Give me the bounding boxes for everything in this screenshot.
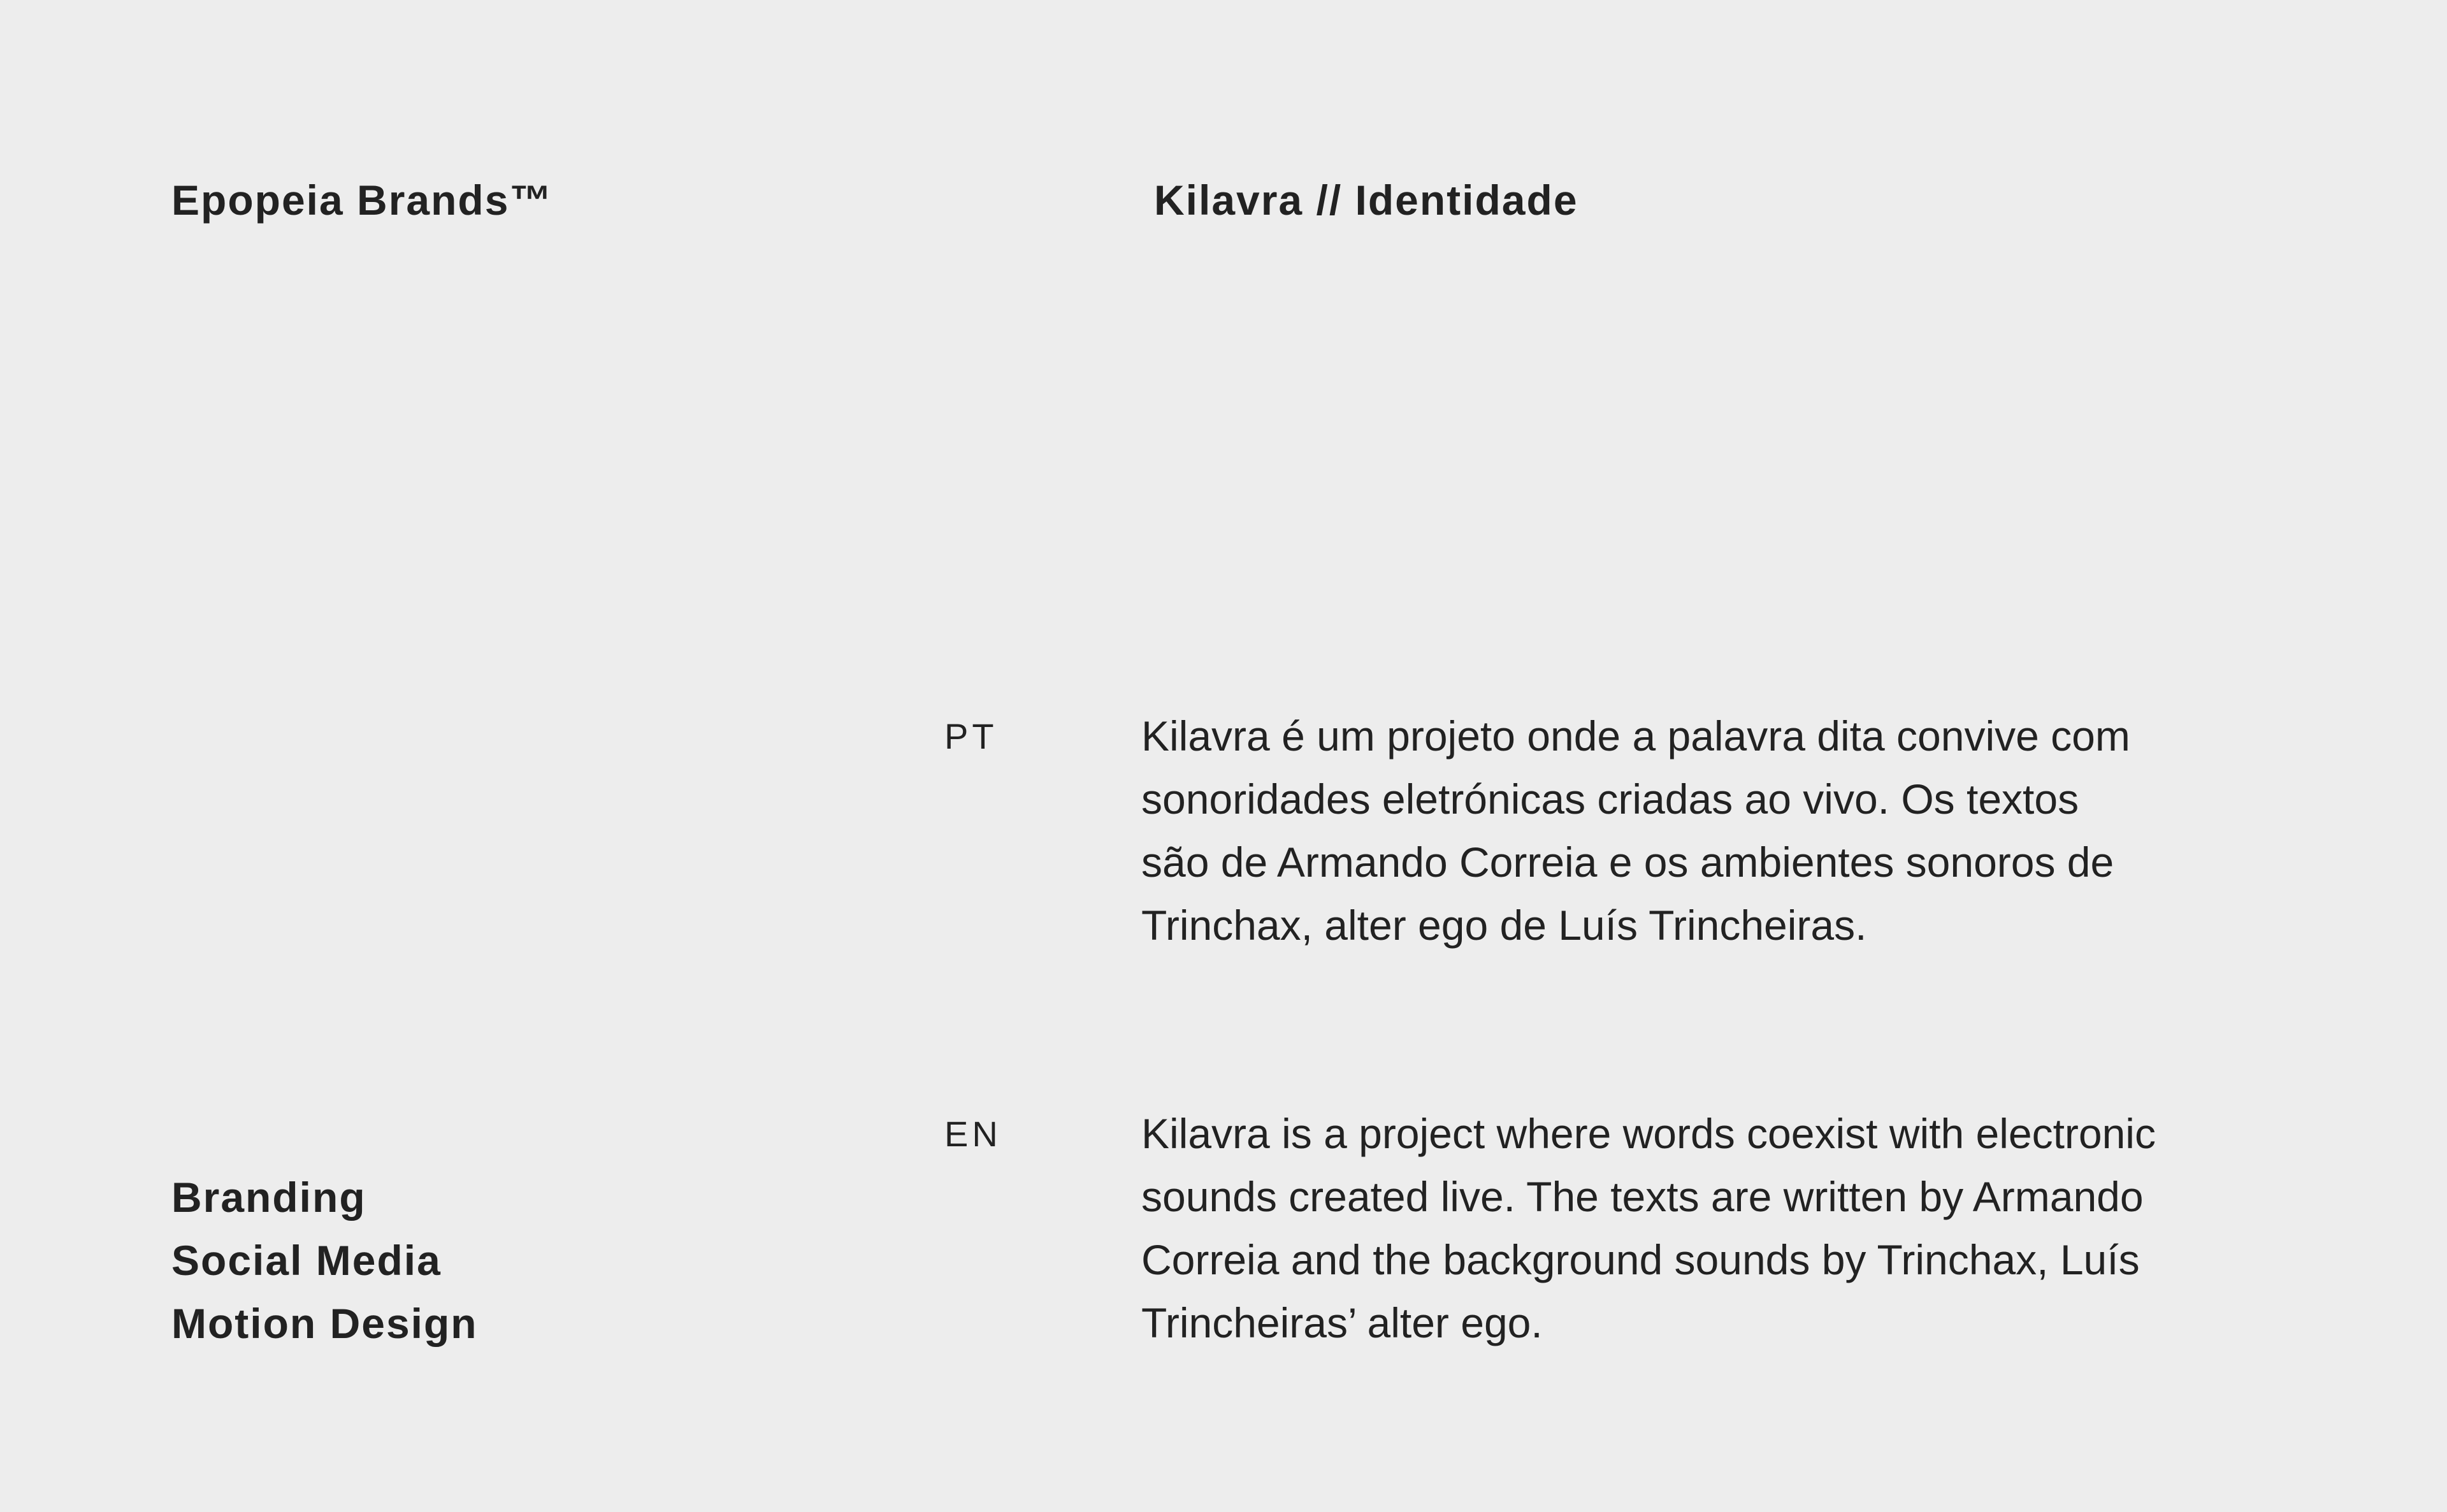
service-social-media: Social Media xyxy=(171,1237,442,1284)
description-line: sounds created live. The texts are written by Armando xyxy=(1141,1173,2144,1220)
description-pt xyxy=(1141,705,2225,957)
description-en xyxy=(1141,1102,2225,1355)
description-line: Correia and the background sounds by Trinchax, Luís xyxy=(1141,1236,2140,1283)
service-branding: Branding xyxy=(171,1174,366,1221)
description-line: Trincheiras’ alter ego. xyxy=(1141,1299,1543,1346)
description-line: Kilavra é um projeto onde a palavra dita convive com xyxy=(1141,712,2130,760)
studio-name: Epopeia Brands™ xyxy=(171,176,553,224)
project-title: Kilavra // Identidade xyxy=(1154,176,1578,224)
description-line: Kilavra is a project where words coexist with electronic xyxy=(1141,1110,2156,1157)
service-motion-design: Motion Design xyxy=(171,1300,478,1347)
language-label-en: EN xyxy=(944,1114,1002,1154)
description-line: sonoridades eletrónicas criadas ao vivo. Os textos xyxy=(1141,775,2079,823)
services-list xyxy=(171,1166,478,1355)
description-line: Trinchax, alter ego de Luís Trincheiras. xyxy=(1141,902,1867,949)
language-label-pt: PT xyxy=(944,716,998,756)
description-line: são de Armando Correia e os ambientes sonoros de xyxy=(1141,839,2114,886)
